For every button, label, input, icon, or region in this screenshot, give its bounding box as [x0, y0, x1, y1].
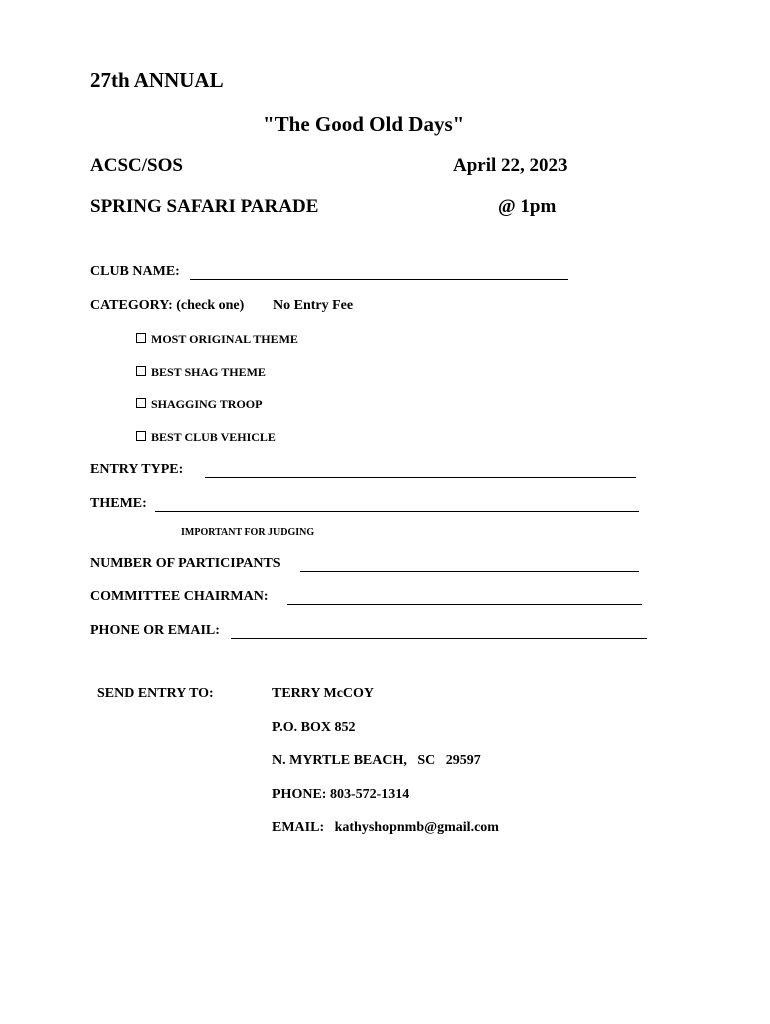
option-best-club-vehicle[interactable]	[136, 430, 276, 445]
option-most-original-theme[interactable]	[136, 332, 298, 347]
participants-field[interactable]	[300, 571, 639, 572]
organization-name: ACSC/SOS	[90, 155, 183, 176]
phone-email-label: PHONE OR EMAIL:	[90, 623, 220, 638]
option-label: BEST SHAG THEME	[151, 365, 266, 379]
checkbox-icon[interactable]	[136, 431, 146, 441]
recipient-email: EMAIL: kathyshopnmb@gmail.com	[272, 820, 499, 835]
club-name-label: CLUB NAME:	[90, 264, 180, 279]
recipient-city: N. MYRTLE BEACH, SC 29597	[272, 753, 481, 768]
checkbox-icon[interactable]	[136, 366, 146, 376]
theme-field[interactable]	[155, 511, 639, 512]
recipient-name: TERRY McCOY	[272, 686, 375, 701]
annual-heading: 27th ANNUAL	[90, 68, 224, 92]
event-theme-title: "The Good Old Days"	[263, 112, 465, 136]
option-label: MOST ORIGINAL THEME	[151, 332, 298, 346]
event-name: SPRING SAFARI PARADE	[90, 196, 319, 217]
option-shagging-troop[interactable]	[136, 397, 262, 412]
no-entry-fee-note: No Entry Fee	[273, 298, 354, 313]
chairman-field[interactable]	[287, 604, 642, 605]
option-best-shag-theme[interactable]	[136, 365, 266, 380]
theme-label: THEME:	[90, 496, 147, 511]
important-for-judging-note: IMPORTANT FOR JUDGING	[181, 527, 315, 538]
option-label: BEST CLUB VEHICLE	[151, 430, 276, 444]
participants-label: NUMBER OF PARTICIPANTS	[90, 556, 281, 571]
club-name-field[interactable]	[190, 279, 568, 280]
chairman-label: COMMITTEE CHAIRMAN:	[90, 589, 269, 604]
send-entry-label: SEND ENTRY TO:	[97, 686, 214, 701]
event-time: @ 1pm	[498, 196, 557, 217]
entry-type-label: ENTRY TYPE:	[90, 462, 184, 477]
event-date: April 22, 2023	[453, 155, 568, 176]
recipient-phone: PHONE: 803-572-1314	[272, 787, 410, 802]
checkbox-icon[interactable]	[136, 333, 146, 343]
recipient-po-box: P.O. BOX 852	[272, 720, 356, 735]
phone-email-field[interactable]	[231, 638, 647, 639]
entry-type-field[interactable]	[205, 477, 636, 478]
category-label: CATEGORY: (check one)	[90, 298, 245, 313]
checkbox-icon[interactable]	[136, 398, 146, 408]
option-label: SHAGGING TROOP	[151, 397, 263, 411]
